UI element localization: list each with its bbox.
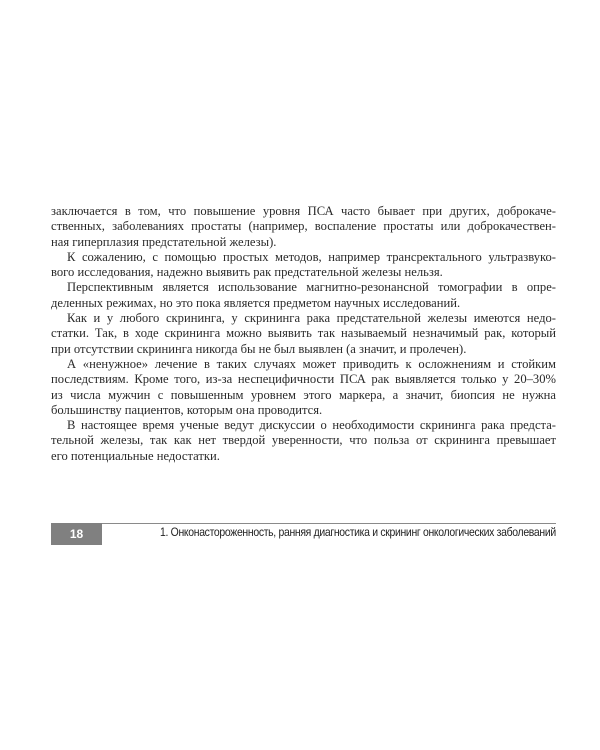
- paragraph: [51, 357, 556, 418]
- text-line: Как и у любого скрининга, у скрининга рака предстательной железы имеются недо-: [67, 311, 556, 326]
- text-line: статки. Так, в ходе скрининга можно выявить так называемый незначимый рак, который: [51, 326, 556, 341]
- page-number: 18: [51, 523, 102, 545]
- running-footer-chapter-title: 1. Онконастороженность, ранняя диагностика и скрининг онкологических заболеваний: [160, 526, 556, 539]
- text-line: последствиям. Кроме того, из-за неспецифичности ПСА рак выявляется только у 20–30%: [51, 372, 556, 387]
- text-line: большинству пациентов, которым она проводится.: [51, 402, 323, 417]
- text-line: К сожалению, с помощью простых методов, например трансректального ультразвуко-: [67, 249, 556, 264]
- text-line: В настоящее время ученые ведут дискуссии о необходимости скрининга рака предста-: [67, 418, 556, 433]
- text-line: заключается в том, что повышение уровня ПСА часто бывает при других, доброкаче-: [51, 204, 556, 218]
- paragraph: [51, 250, 556, 281]
- paragraph: [51, 280, 556, 311]
- footer-divider: [102, 523, 556, 524]
- paragraph: [51, 204, 556, 250]
- paragraph: [51, 311, 556, 357]
- text-line: из числа мужчин с повышенным уровнем этого маркера, а значит, биопсия не нужна: [51, 387, 556, 402]
- text-line: ственных, заболеваниях простаты (например, воспаление простаты или доброкачествен-: [51, 219, 556, 234]
- text-line: его потенциальные недостатки.: [51, 448, 220, 463]
- text-line: А «ненужное» лечение в таких случаях может приводить к осложнениям и стойким: [67, 356, 556, 371]
- text-line: тельной железы, так как нет твердой уверенности, что польза от скрининга превышает: [51, 433, 556, 448]
- text-line: при отсутствии скрининга никогда бы не был выявлен (а значит, и пролечен).: [51, 341, 467, 356]
- text-line: ная гиперплазия предстательной железы).: [51, 234, 277, 249]
- paragraph: [51, 418, 556, 464]
- text-line: вого исследования, надежно выявить рак предстательной железы нельзя.: [51, 265, 443, 280]
- text-line: деленных режимах, но это пока является предметом научных исследований.: [51, 295, 461, 310]
- text-line: Перспективным является использование магнитно-резонансной томографии в опре-: [67, 280, 556, 295]
- body-text: [51, 204, 556, 464]
